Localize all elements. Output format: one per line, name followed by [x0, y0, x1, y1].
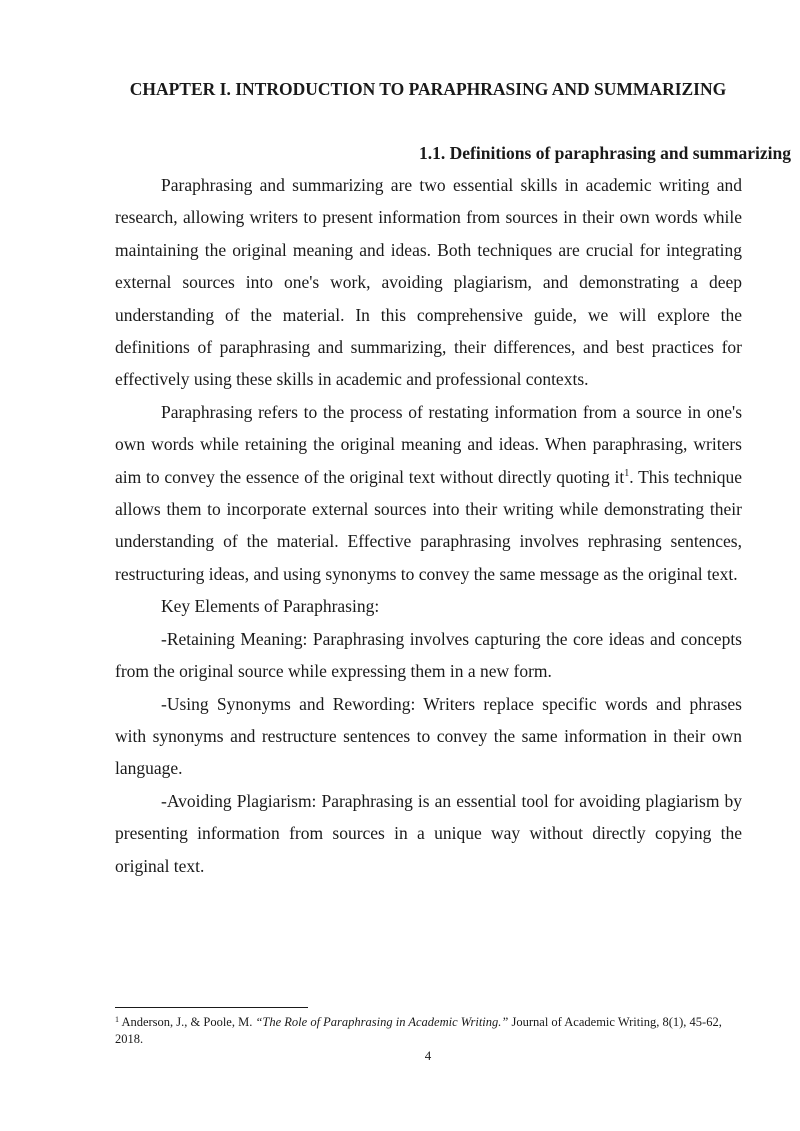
- paragraph-text: Paraphrasing refers to the process of restating information from a source in one's own words while retaining the original meaning and ideas. When paraphrasing, writers aim to convey the essence of the original text without directly quoting it: [115, 401, 742, 487]
- paragraph: [115, 590, 742, 622]
- footnote-title: “The Role of Paraphrasing in Academic Writing.”: [255, 1015, 509, 1029]
- chapter-title: CHAPTER I. INTRODUCTION TO PARAPHRASING AND SUMMARIZING: [129, 79, 727, 99]
- paragraph: [115, 623, 742, 688]
- body-text: [115, 169, 742, 882]
- footnote-separator: [115, 1007, 308, 1008]
- footnote-reference[interactable]: 1: [624, 467, 630, 479]
- paragraph-text: Paraphrasing and summarizing are two essential skills in academic writing and research, allowing writers to present information from sources in their own words while maintaining the original meaning and ideas. Both techniques are crucial for integrating external sources into one's work, avoiding plagiarism, and demonstrating a deep understanding of the material. In this comprehensive guide, we will explore the definitions of paraphrasing and summarizing, their differences, and best practices for effectively using these skills in academic and professional contexts.: [115, 175, 742, 390]
- footnote-citation: Journal of Academic Writing, 8(1), 45-62, 2018.: [115, 1015, 722, 1046]
- paragraph-text: -Using Synonyms and Rewording: Writers replace specific words and phrases with synonyms and restructure sentences to convey the same information in their own language.: [115, 693, 742, 779]
- footnote-authors: Anderson, J., & Poole, M.: [121, 1015, 256, 1029]
- paragraph: [115, 688, 742, 785]
- section-title: 1.1. Definitions of paraphrasing and summarizing: [419, 143, 791, 163]
- paragraph-text: This technique allows them to incorporate external sources into their writing while demonstrating their understanding of the material. Effective paraphrasing involves rephrasing sentences, restructuring ideas, and using synonyms to convey the same message as the original text.: [115, 466, 743, 584]
- footnote: [115, 1014, 742, 1048]
- footnote-number: 1: [115, 1015, 119, 1024]
- paragraph: [115, 785, 742, 882]
- paragraph: Paraphrasing refers to the process of restating information from a source in one's own words while retaining the original meaning and ideas. When paraphrasing, writers aim to convey the essence of the original text without directly quoting $it^1$. This technique allows them to incorporate external sources into their writing while demonstrating their understanding of the material. Effective paraphrasing involves rephrasing sentences, restructuring ideas, and using synonyms to convey the same message as the original text.: [115, 401, 743, 584]
- paragraph-text: Key Elements of Paraphrasing:: [161, 596, 380, 617]
- paragraph-text: -Retaining Meaning: Paraphrasing involves capturing the core ideas and concepts from the original source while expressing them in a new form.: [115, 628, 742, 682]
- page-number: 4: [424, 1048, 432, 1063]
- paragraph-text: -Avoiding Plagiarism: Paraphrasing is an essential tool for avoiding plagiarism by presenting information from sources in a unique way without directly copying the original text.: [115, 790, 742, 876]
- paragraph: [115, 169, 742, 396]
